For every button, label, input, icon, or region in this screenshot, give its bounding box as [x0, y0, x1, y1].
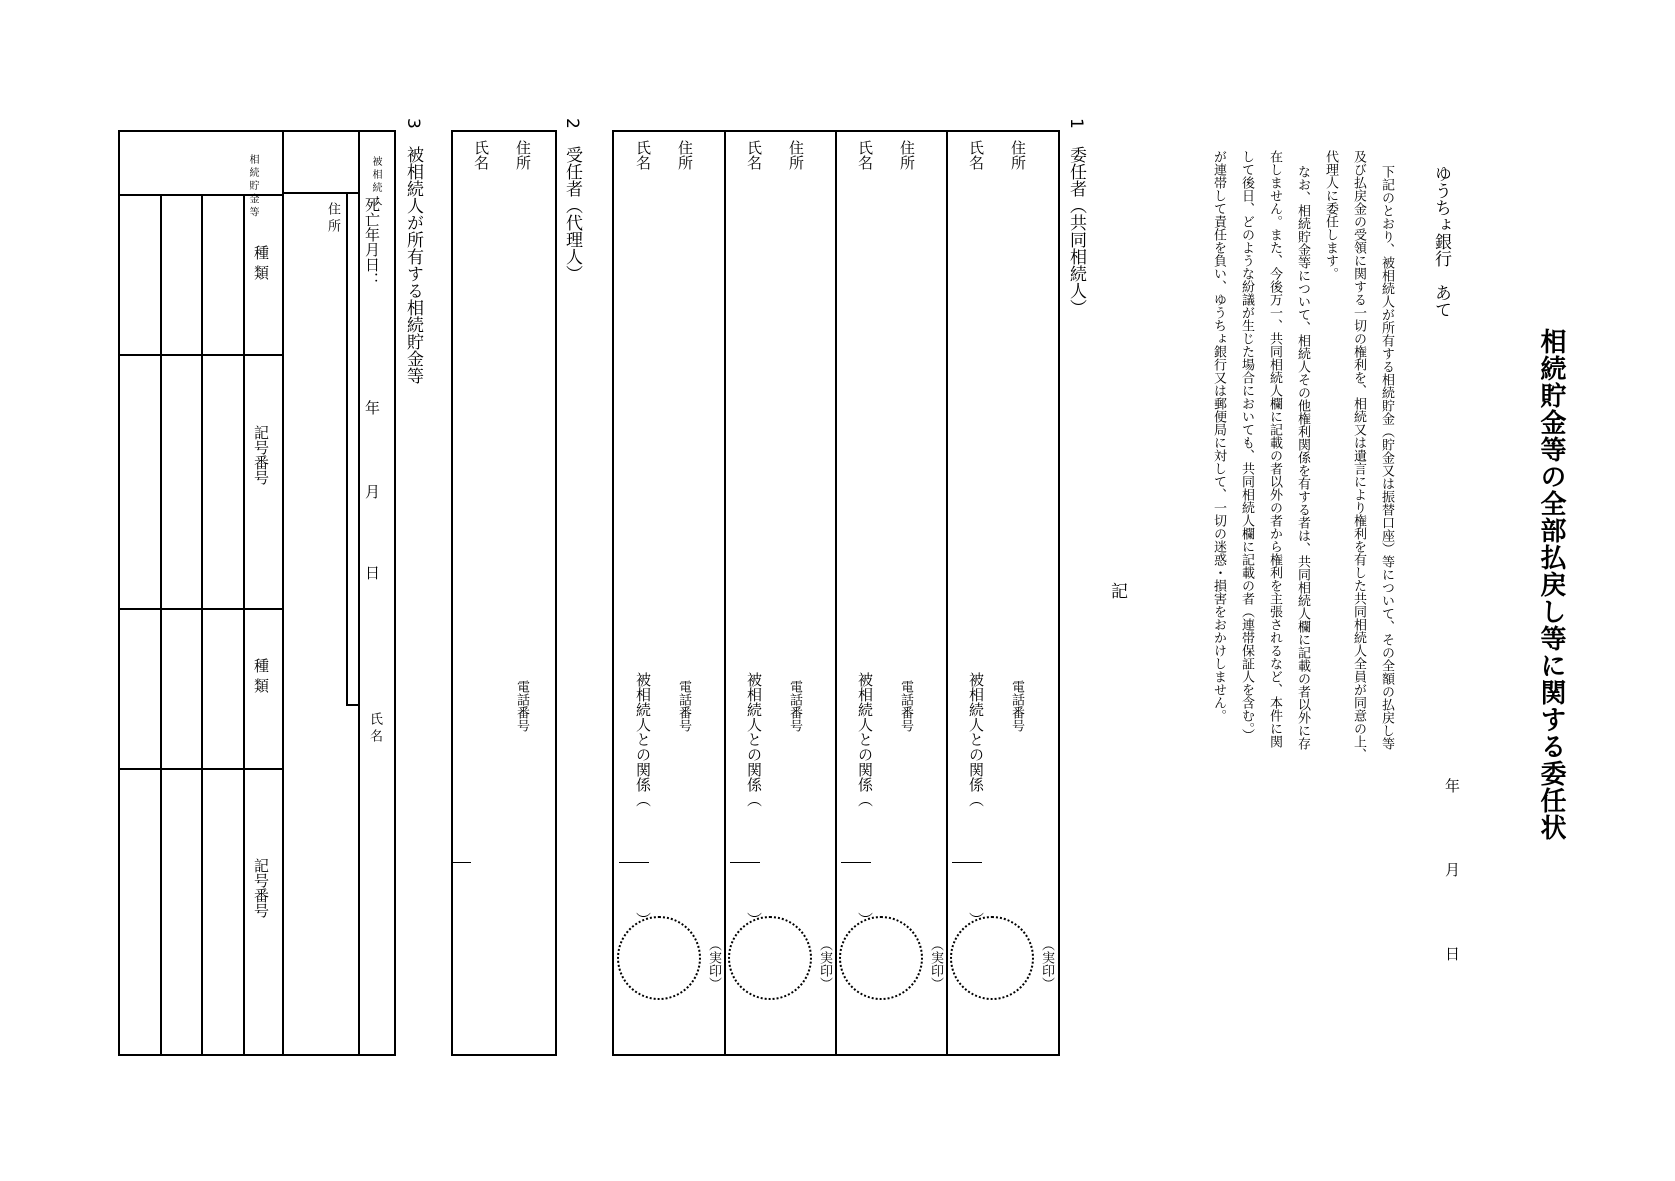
savings-row-rule-2 [118, 608, 282, 610]
body-line-7: が連帯して責任を負い、ゆうちょ銀行又は郵便局に対して、一切の迷惑・損害をおかけしません。 [1211, 150, 1226, 722]
death-date-label: 死亡年月日： [363, 197, 381, 287]
d4-name-label: 氏名 [634, 140, 652, 170]
section3-heading: 3 被相続人が所有する相続貯金等 [403, 118, 423, 384]
d1-phone-label: 電話番号 [1009, 680, 1024, 732]
d4-underline [619, 862, 649, 863]
savings-top-rule [118, 194, 282, 196]
savings-number-header-1: 記号番号 [252, 425, 270, 485]
death-day: 日 [363, 565, 381, 580]
d4-seal-label: （実印） [706, 938, 721, 990]
body-line-5: 在しません。また、今後万一、共同相続人欄に記載の者以外の者から権利を主張されるなど、本件に関 [1267, 150, 1282, 748]
savings-row-rule-1 [118, 354, 282, 356]
savings-col-divider-1 [243, 194, 245, 1056]
agent-name-label: 氏名 [472, 140, 490, 170]
decedent-name-label: 氏 名 [367, 712, 382, 743]
agent-address-label: 住所 [514, 140, 532, 170]
agent-underline [451, 862, 471, 863]
d2-seal-label: （実印） [928, 938, 943, 990]
date-year: 年 [1443, 778, 1461, 793]
body-line-3: 代理人に委任します。 [1323, 150, 1338, 280]
delegator-divider-2 [835, 130, 837, 1056]
body-line-6: して後日、どのような紛議が生じた場合においても、共同相続人欄に記載の者（連帯保証人を含む。） [1239, 150, 1254, 742]
decedent-label: 被 相 続 人 [370, 156, 381, 206]
body-line-4: なお、相続貯金等について、相続人その他権利関係を有する者は、共同相続人欄に記載の者以外に存 [1295, 165, 1310, 750]
savings-number-header-2: 記号番号 [252, 858, 270, 918]
d3-name-label: 氏名 [745, 140, 763, 170]
d3-underline [730, 862, 760, 863]
death-year: 年 [363, 400, 381, 415]
d2-phone-label: 電話番号 [898, 680, 913, 732]
savings-col-divider-2 [201, 194, 203, 1056]
decedent-bottom-divider [282, 130, 284, 1056]
d2-seal-circle [839, 916, 923, 1000]
d1-name-label: 氏名 [967, 140, 985, 170]
d3-phone-label: 電話番号 [787, 680, 802, 732]
d4-address-label: 住所 [676, 140, 694, 170]
ki-mark: 記 [1107, 582, 1127, 599]
agent-phone-label: 電話番号 [514, 680, 529, 732]
d3-seal-label: （実印） [817, 938, 832, 990]
savings-col-divider-3 [160, 194, 162, 1056]
body-line-1: 下記のとおり、被相続人が所有する相続貯金（貯金又は振替口座）等について、その全額の払戻し等 [1379, 165, 1394, 750]
d3-address-label: 住所 [787, 140, 805, 170]
section2-heading: 2 受任者（代理人） [562, 118, 582, 282]
d3-relation-label: 被相続人との関係（ ） [745, 672, 763, 927]
decedent-label-divider [358, 130, 360, 1056]
savings-type-header-1: 種 類 [252, 245, 270, 280]
d1-relation-label: 被相続人との関係（ ） [967, 672, 985, 927]
d1-underline [952, 862, 982, 863]
section1-heading: 1 委任者（共同相続人） [1066, 118, 1086, 316]
date-day: 日 [1443, 946, 1461, 961]
death-month: 月 [363, 484, 381, 499]
d3-seal-circle [728, 916, 812, 1000]
d4-phone-label: 電話番号 [676, 680, 691, 732]
d1-seal-circle [950, 916, 1034, 1000]
d2-underline [841, 862, 871, 863]
document-title: 相続貯金等の全部払戻し等に関する委任状 [1536, 328, 1566, 841]
agent-table [451, 130, 557, 1056]
decedent-address-label: 住 所 [325, 202, 340, 233]
decedent-name-rule [346, 704, 358, 706]
d4-relation-label: 被相続人との関係（ ） [634, 672, 652, 927]
d4-seal-circle [617, 916, 701, 1000]
delegator-divider-1 [946, 130, 948, 1056]
delegator-divider-3 [724, 130, 726, 1056]
savings-row-rule-3 [118, 768, 282, 770]
d1-address-label: 住所 [1009, 140, 1027, 170]
d2-name-label: 氏名 [856, 140, 874, 170]
savings-type-header-2: 種 類 [252, 658, 270, 693]
body-line-2: 及び払戻金の受領に関する一切の権利を、相続又は遺言により権利を有した共同相続人全員が同意の上、 [1351, 150, 1366, 761]
d2-address-label: 住所 [898, 140, 916, 170]
d2-relation-label: 被相続人との関係（ ） [856, 672, 874, 927]
savings-label: 相 続 貯 金 等 [247, 154, 258, 217]
d1-seal-label: （実印） [1039, 938, 1054, 990]
decedent-inner-divider [346, 192, 348, 704]
date-month: 月 [1443, 862, 1461, 877]
addressee: ゆうちょ銀行 あて [1431, 165, 1451, 318]
